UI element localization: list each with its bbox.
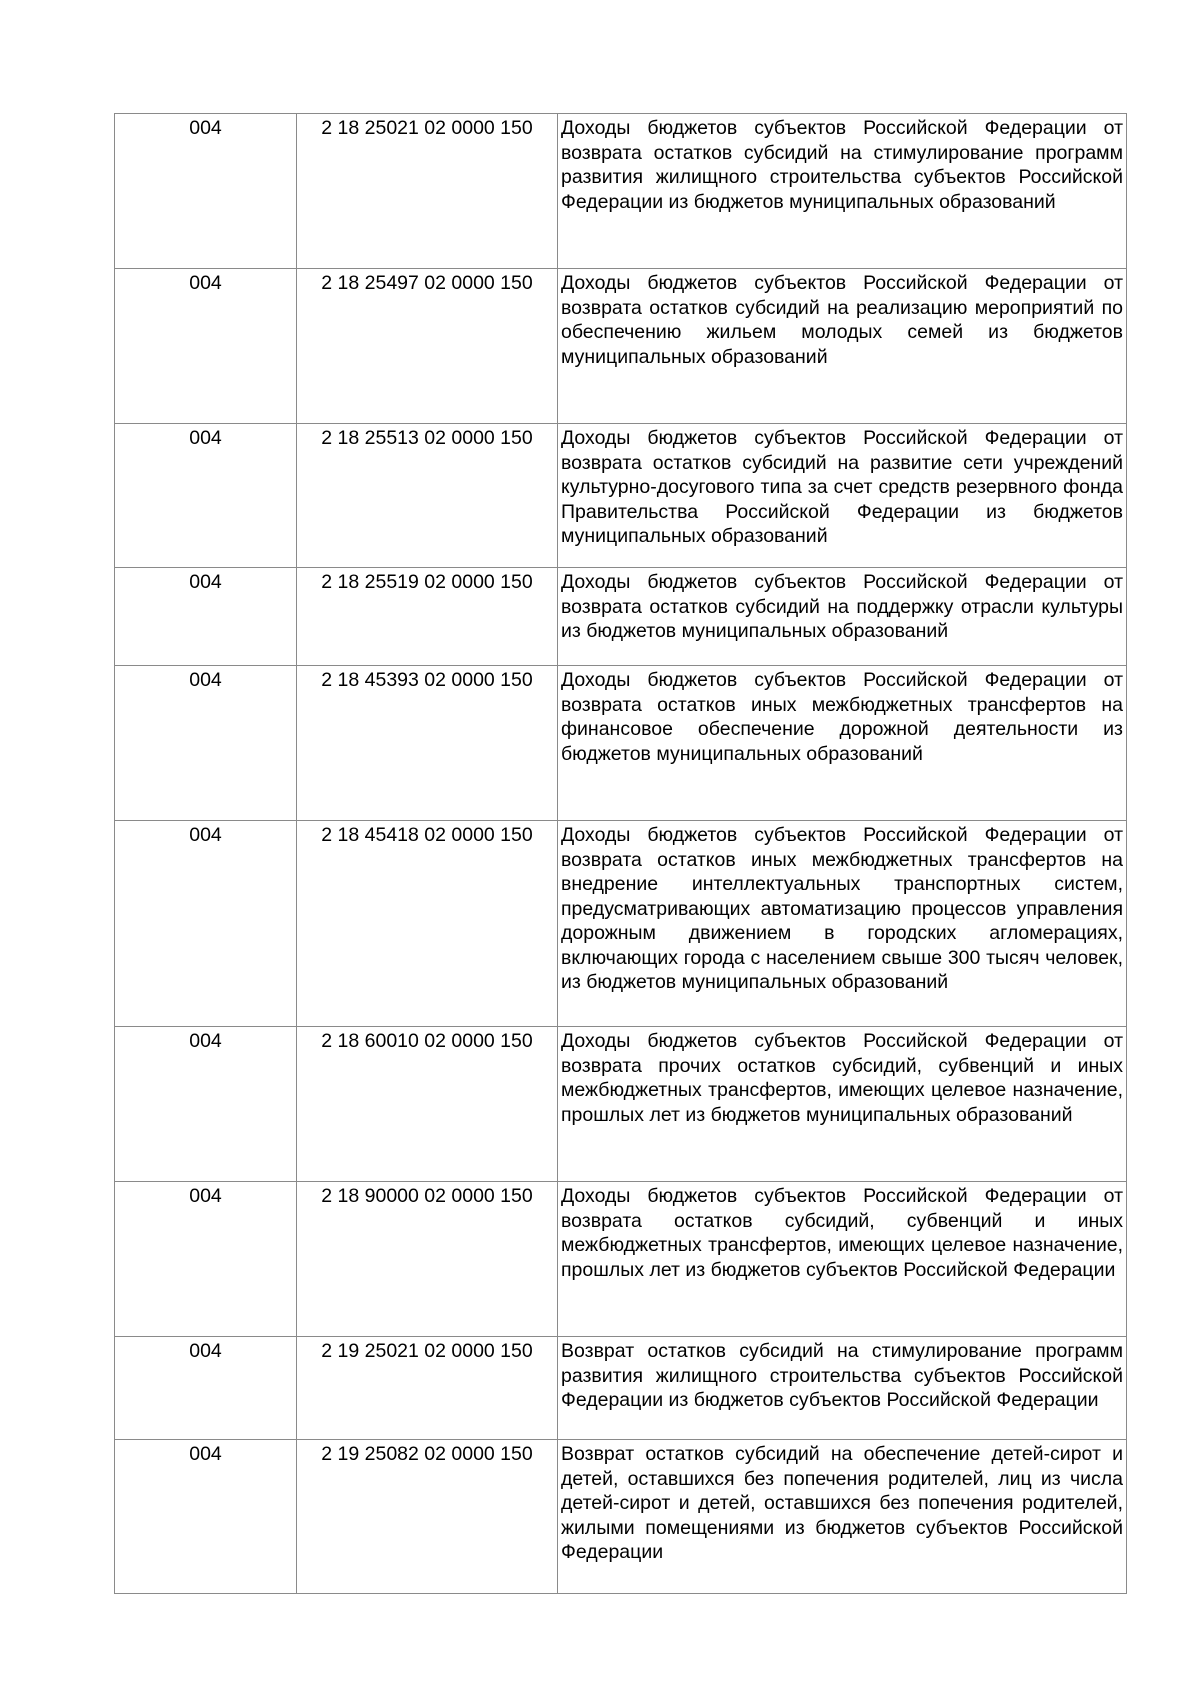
kbk-code-cell: 2 18 25519 02 0000 150 xyxy=(297,568,558,666)
budget-classification-table xyxy=(114,113,1127,1594)
admin-code-cell: 004 xyxy=(115,114,297,269)
description-cell: Доходы бюджетов субъектов Российской Федерации от возврата остатков субсидий, субвенций и иных межбюджетных трансфертов, имеющих целевое назначение, прошлых лет из бюджетов субъектов Российской Федерации xyxy=(558,1182,1127,1337)
table-row xyxy=(115,1182,1127,1337)
table-row xyxy=(115,269,1127,424)
admin-code-cell: 004 xyxy=(115,269,297,424)
kbk-code-cell: 2 19 25021 02 0000 150 xyxy=(297,1337,558,1440)
description-cell: Доходы бюджетов субъектов Российской Федерации от возврата остатков иных межбюджетных трансфертов на финансовое обеспечение дорожной деятельности из бюджетов муниципальных образований xyxy=(558,666,1127,821)
table-row xyxy=(115,1440,1127,1594)
admin-code-cell: 004 xyxy=(115,666,297,821)
table-row xyxy=(115,568,1127,666)
description-cell: Доходы бюджетов субъектов Российской Федерации от возврата остатков субсидий на стимулирование программ развития жилищного строительства субъектов Российской Федерации из бюджетов муниципальных образований xyxy=(558,114,1127,269)
description-cell: Возврат остатков субсидий на стимулирование программ развития жилищного строительства субъектов Российской Федерации из бюджетов субъектов Российской Федерации xyxy=(558,1337,1127,1440)
kbk-code-cell: 2 18 25497 02 0000 150 xyxy=(297,269,558,424)
table-row xyxy=(115,1027,1127,1182)
description-cell: Возврат остатков субсидий на обеспечение детей-сирот и детей, оставшихся без попечения родителей, лиц из числа детей-сирот и детей, оставшихся без попечения родителей, жилыми помещениями из бюджетов субъектов Российской Федерации xyxy=(558,1440,1127,1594)
admin-code-cell: 004 xyxy=(115,424,297,568)
kbk-code-cell: 2 19 25082 02 0000 150 xyxy=(297,1440,558,1594)
admin-code-cell: 004 xyxy=(115,568,297,666)
admin-code-cell: 004 xyxy=(115,1440,297,1594)
table-row xyxy=(115,424,1127,568)
kbk-code-cell: 2 18 25021 02 0000 150 xyxy=(297,114,558,269)
kbk-code-cell: 2 18 45418 02 0000 150 xyxy=(297,821,558,1027)
description-cell: Доходы бюджетов субъектов Российской Федерации от возврата остатков субсидий на поддержку отрасли культуры из бюджетов муниципальных образований xyxy=(558,568,1127,666)
kbk-code-cell: 2 18 60010 02 0000 150 xyxy=(297,1027,558,1182)
admin-code-cell: 004 xyxy=(115,1182,297,1337)
kbk-code-cell: 2 18 90000 02 0000 150 xyxy=(297,1182,558,1337)
admin-code-cell: 004 xyxy=(115,1027,297,1182)
description-cell: Доходы бюджетов субъектов Российской Федерации от возврата прочих остатков субсидий, субвенций и иных межбюджетных трансфертов, имеющих целевое назначение, прошлых лет из бюджетов муниципальных образований xyxy=(558,1027,1127,1182)
admin-code-cell: 004 xyxy=(115,1337,297,1440)
kbk-code-cell: 2 18 45393 02 0000 150 xyxy=(297,666,558,821)
table-row xyxy=(115,1337,1127,1440)
admin-code-cell: 004 xyxy=(115,821,297,1027)
table-row xyxy=(115,114,1127,269)
description-cell: Доходы бюджетов субъектов Российской Федерации от возврата остатков иных межбюджетных трансфертов на внедрение интеллектуальных транспортных систем, предусматривающих автоматизацию процессов управления дорожным движением в городских агломерациях, включающих города с населением свыше 300 тысяч человек, из бюджетов муниципальных образований xyxy=(558,821,1127,1027)
table-row xyxy=(115,821,1127,1027)
kbk-code-cell: 2 18 25513 02 0000 150 xyxy=(297,424,558,568)
description-cell: Доходы бюджетов субъектов Российской Федерации от возврата остатков субсидий на реализацию мероприятий по обеспечению жильем молодых семей из бюджетов муниципальных образований xyxy=(558,269,1127,424)
description-cell: Доходы бюджетов субъектов Российской Федерации от возврата остатков субсидий на развитие сети учреждений культурно-досугового типа за счет средств резервного фонда Правительства Российской Федерации из бюджетов муниципальных образований xyxy=(558,424,1127,568)
table-row xyxy=(115,666,1127,821)
